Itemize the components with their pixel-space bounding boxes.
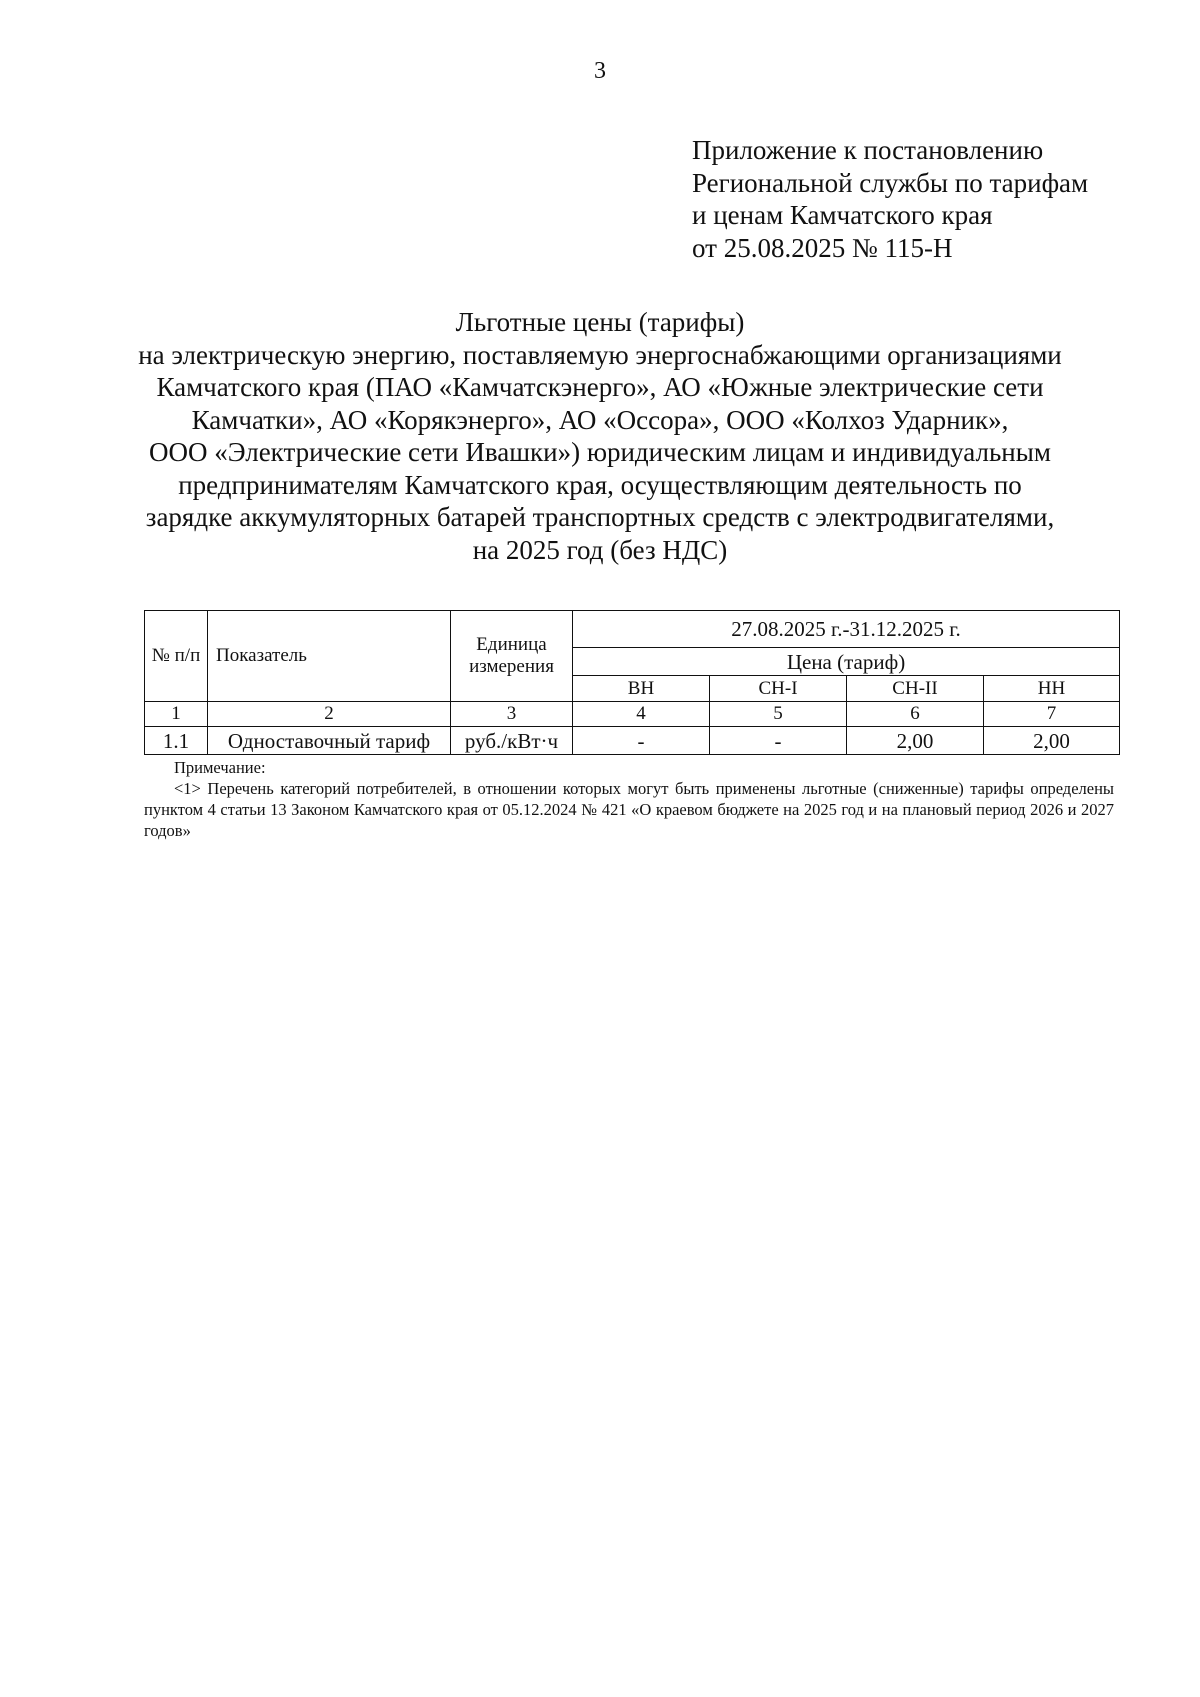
column-numbers-row <box>145 702 1120 727</box>
title-line: Камчатского края (ПАО «Камчатскэнерго», АО «Южные электрические сети <box>156 372 1044 402</box>
row-value-vn: - <box>573 727 710 755</box>
title-line: на электрическую энергию, поставляемую энергоснабжающими организациями <box>138 339 1062 370</box>
page-number: 3 <box>594 58 606 84</box>
title-line: Камчатки», АО «Корякэнерго», АО «Оссора», ООО «Колхоз Ударник», <box>191 404 1009 435</box>
row-value-nn: 2,00 <box>984 727 1120 755</box>
appendix-line: Региональной службы по тарифам <box>692 167 1089 198</box>
table-row <box>145 727 1120 755</box>
tariff-table <box>144 610 1120 755</box>
header-price: Цена (тариф) <box>573 648 1120 676</box>
appendix-line: Приложение к постановлению <box>692 135 1044 165</box>
header-unit: Единица измерения <box>451 611 573 702</box>
notes-block <box>144 757 1114 841</box>
header-category-nn: НН <box>984 676 1120 702</box>
title-line: ООО «Электрические сети Ивашки») юридическим лицам и индивидуальным <box>149 437 1051 467</box>
header-num: № п/п <box>145 611 208 702</box>
column-number: 6 <box>847 702 984 727</box>
header-category-vn: ВН <box>573 676 710 702</box>
title-line: Льготные цены (тарифы) <box>455 307 745 337</box>
title-line: на 2025 год (без НДС) <box>472 534 728 565</box>
row-value-sn1: - <box>710 727 847 755</box>
column-number: 2 <box>208 702 451 727</box>
title-line: зарядке аккумуляторных батарей транспортных средств с электродвигателями, <box>145 502 1055 532</box>
header-period: 27.08.2025 г.-31.12.2025 г. <box>573 611 1120 648</box>
notes-label: Примечание: <box>174 758 266 777</box>
column-number: 5 <box>710 702 847 727</box>
appendix-line: и ценам Камчатского края <box>692 200 993 230</box>
column-number: 1 <box>145 702 208 727</box>
header-category-sn2: СН-II <box>847 676 984 702</box>
row-value-sn2: 2,00 <box>847 727 984 755</box>
appendix-line: от 25.08.2025 № 115-Н <box>692 232 953 263</box>
notes-text: <1> Перечень категорий потребителей, в отношении которых могут быть применены льготные (сниженные) тарифы определены пунктом 4 статьи 13 Законом Камчатского края от 05.12.2024 № 421 «О краевом бюджете на 2025 год и на плановый период 2026 и 2027 годов» <box>144 779 1114 840</box>
title-line: предпринимателям Камчатского края, осуществляющим деятельность по <box>178 469 1022 500</box>
document-title <box>100 306 1100 566</box>
column-number: 7 <box>984 702 1120 727</box>
table-header-row <box>145 611 1120 648</box>
header-category-sn1: СН-I <box>710 676 847 702</box>
column-number: 3 <box>451 702 573 727</box>
row-num: 1.1 <box>145 727 208 755</box>
row-unit: руб./кВт·ч <box>451 727 573 755</box>
header-indicator: Показатель <box>208 611 451 702</box>
appendix-block <box>692 134 1172 264</box>
row-indicator: Одноставочный тариф <box>208 727 451 755</box>
column-number: 4 <box>573 702 710 727</box>
